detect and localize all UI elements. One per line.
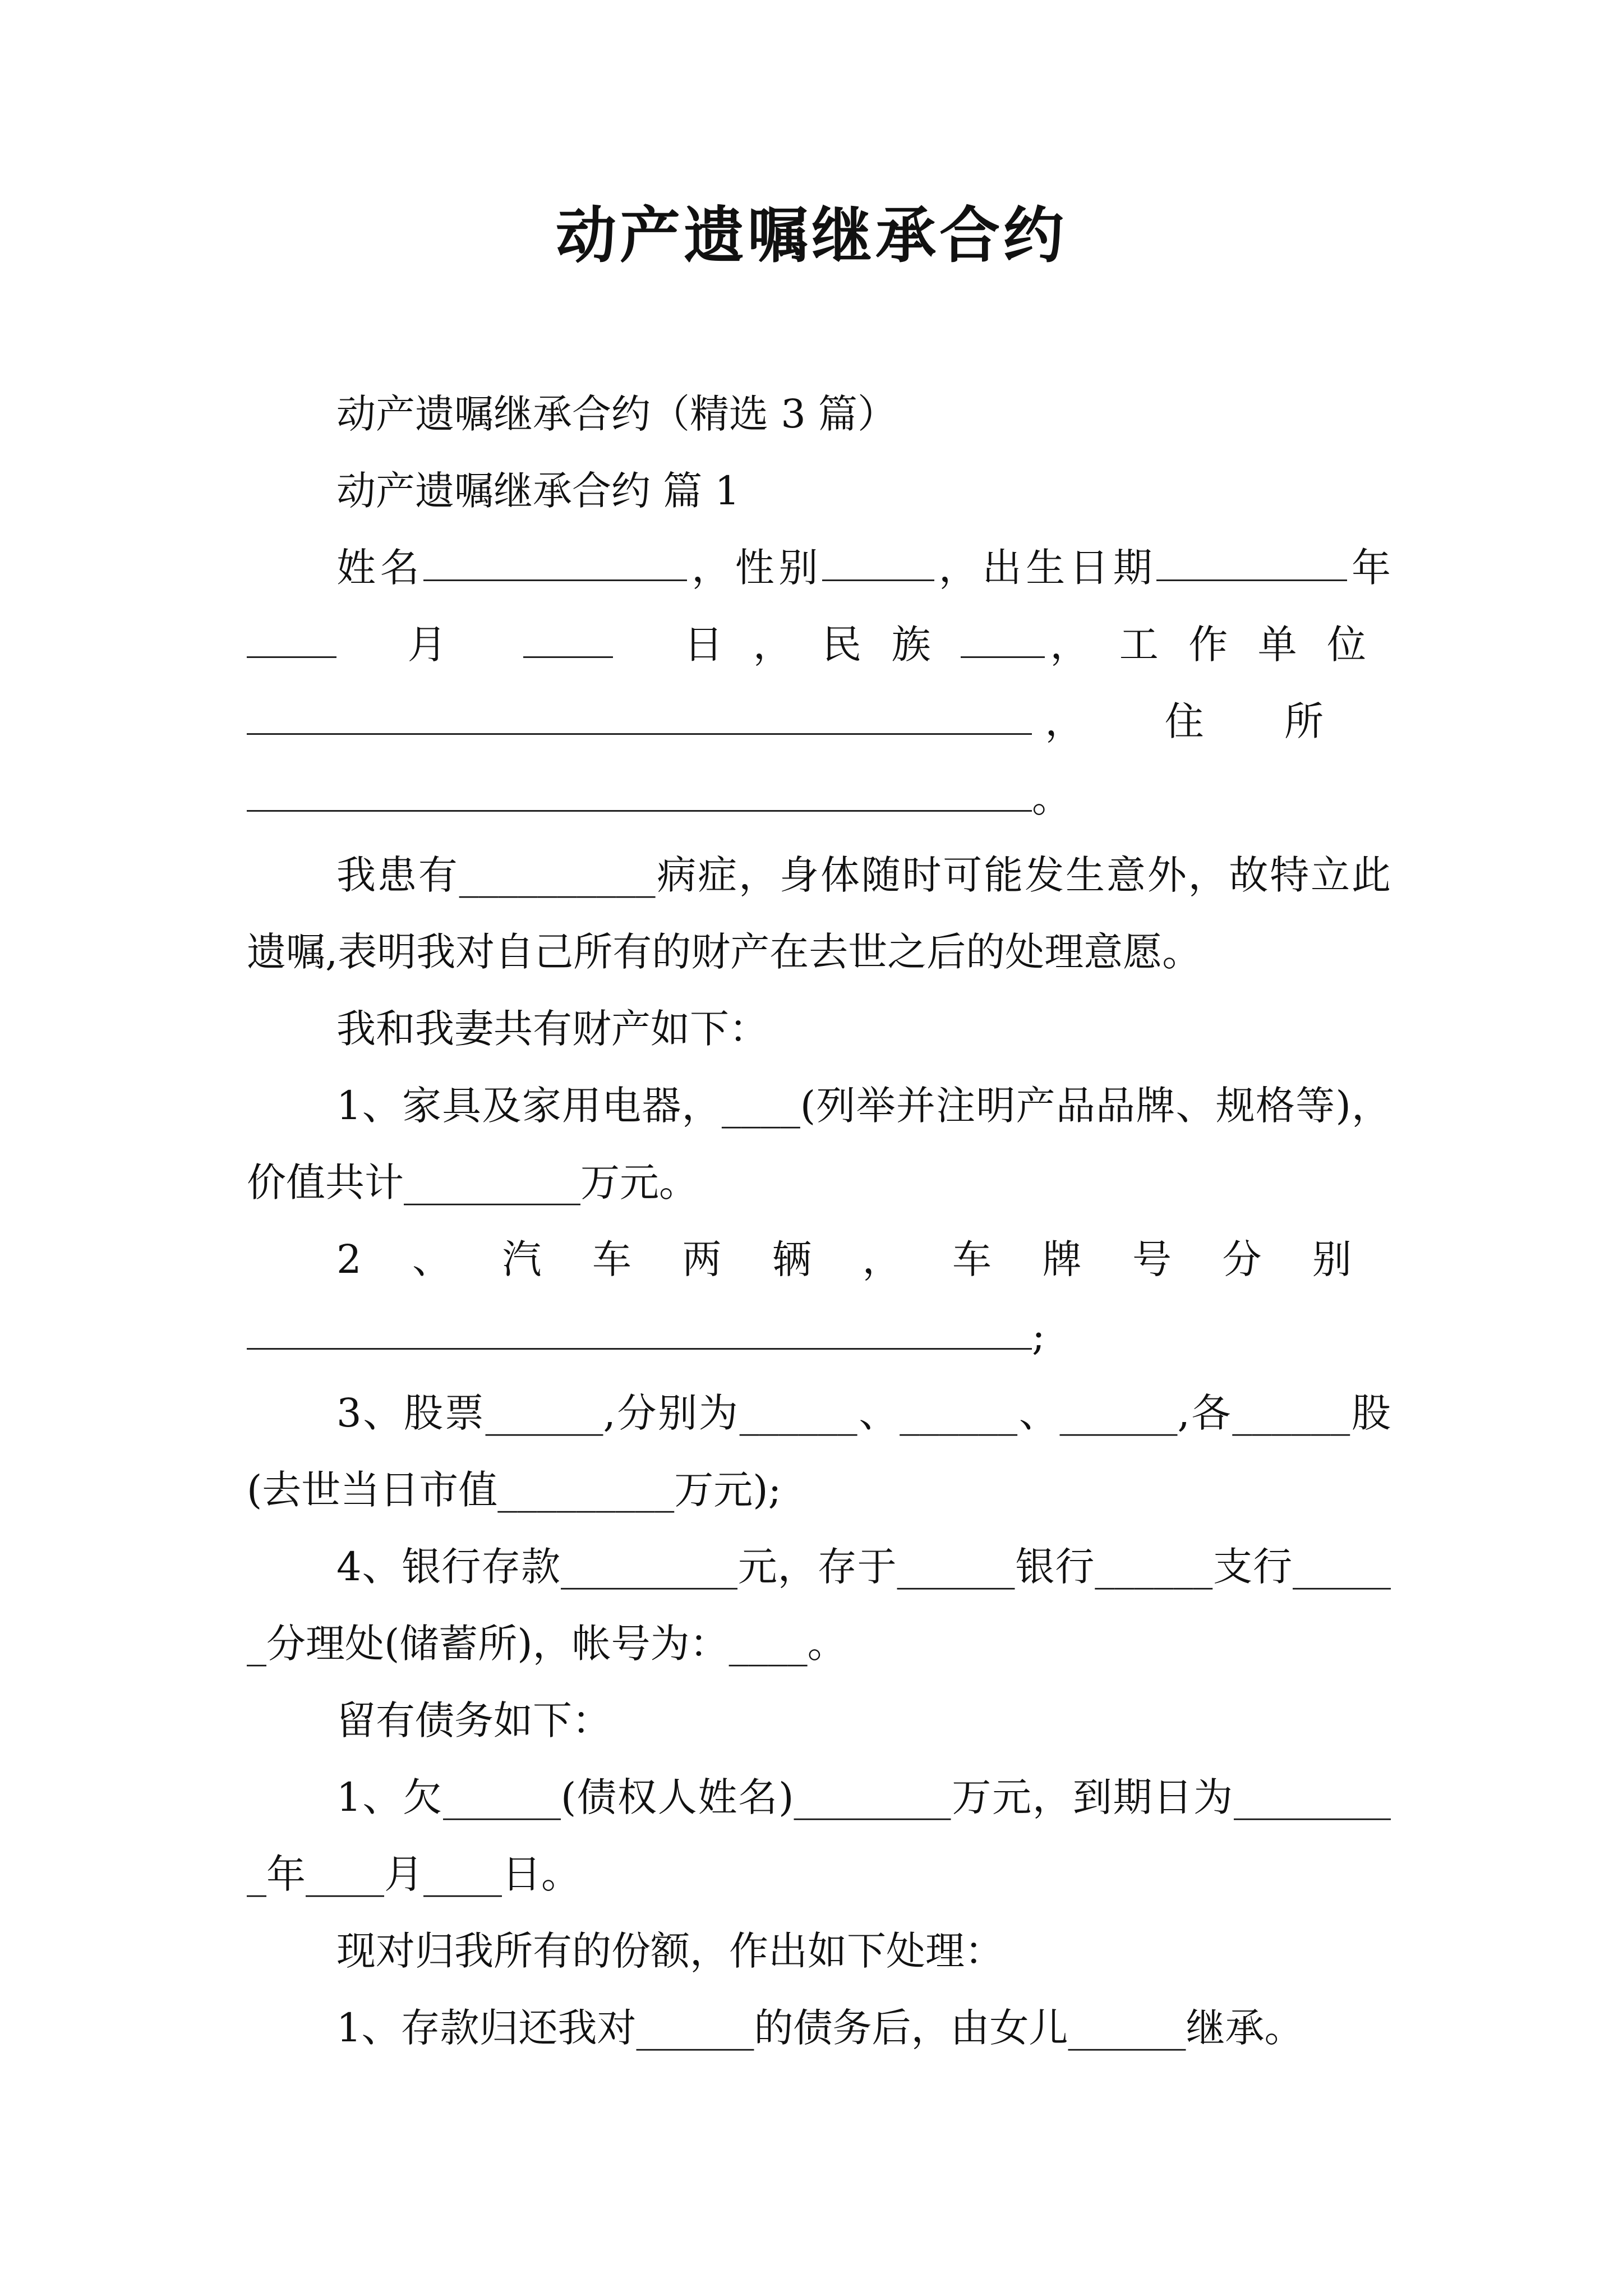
- birth-month-blank: [247, 620, 336, 658]
- birth-day-blank: [523, 620, 613, 658]
- property-item-stocks: 3、股票______,分别为______、______、______,各______股(去世当日市值_________万元);: [247, 1390, 1391, 1513]
- birthdate-label: ，出生日期: [934, 545, 1157, 591]
- cars-text: 2、汽车两辆，车牌号分别: [336, 1236, 1391, 1282]
- disposition-item-deposit: 1、存款归还我对______的债务后，由女儿______继承。: [336, 2005, 1304, 2051]
- name-blank: [423, 544, 687, 581]
- disposition-heading: 现对归我所有的份额，作出如下处理：: [336, 1928, 1004, 1974]
- address-blank: [247, 774, 1032, 812]
- name-label: 姓名: [336, 545, 424, 591]
- ethnicity-blank: [961, 620, 1045, 658]
- birth-year-blank: [1156, 544, 1347, 581]
- document-title: 动产遗嘱继承合约: [555, 200, 1067, 271]
- property-item-cars-plates: [247, 1298, 1391, 1375]
- section-heading: 动产遗嘱继承合约 篇 1: [336, 468, 740, 514]
- subtitle-selected: 动产遗嘱继承合约（精选 3 篇）: [336, 391, 897, 437]
- illness-paragraph: 我患有__________病症，身体随时可能发生意外，故特立此遗嘱,表明我对自己所有的财产在去世之后的处理意愿。: [247, 852, 1391, 975]
- address-label: ，住所: [1032, 698, 1391, 744]
- month-label: 月: [407, 622, 453, 668]
- personal-info-paragraph: [247, 530, 1391, 837]
- year-label: 年: [1347, 545, 1391, 591]
- plate-number-blank: [247, 1312, 1032, 1350]
- end-period: 。: [1032, 775, 1071, 821]
- cars-end: ;: [1032, 1313, 1045, 1359]
- property-item-furniture: 1、家具及家用电器，____(列举并注明产品品牌、规格等)，价值共计_________万元。: [247, 1083, 1391, 1205]
- gender-label: ，性别: [687, 545, 823, 591]
- debt-item: 1、欠______(债权人姓名)________万元，到期日为_________年____月____日。: [247, 1774, 1391, 1897]
- gender-blank: [822, 544, 934, 581]
- joint-property-heading: 我和我妻共有财产如下：: [336, 1006, 768, 1052]
- workplace-blank: [247, 697, 1032, 735]
- document-body: [247, 376, 1391, 2067]
- property-item-deposit: 4、银行存款_________元，存于______银行______支行______分理处(储蓄所)，帐号为：____。: [247, 1544, 1391, 1667]
- day-ethnicity-label: 日，民族: [684, 622, 961, 668]
- property-item-cars: [247, 1221, 1391, 1298]
- debts-heading: 留有债务如下：: [336, 1697, 611, 1743]
- workplace-label: ，工作单位: [1044, 622, 1391, 668]
